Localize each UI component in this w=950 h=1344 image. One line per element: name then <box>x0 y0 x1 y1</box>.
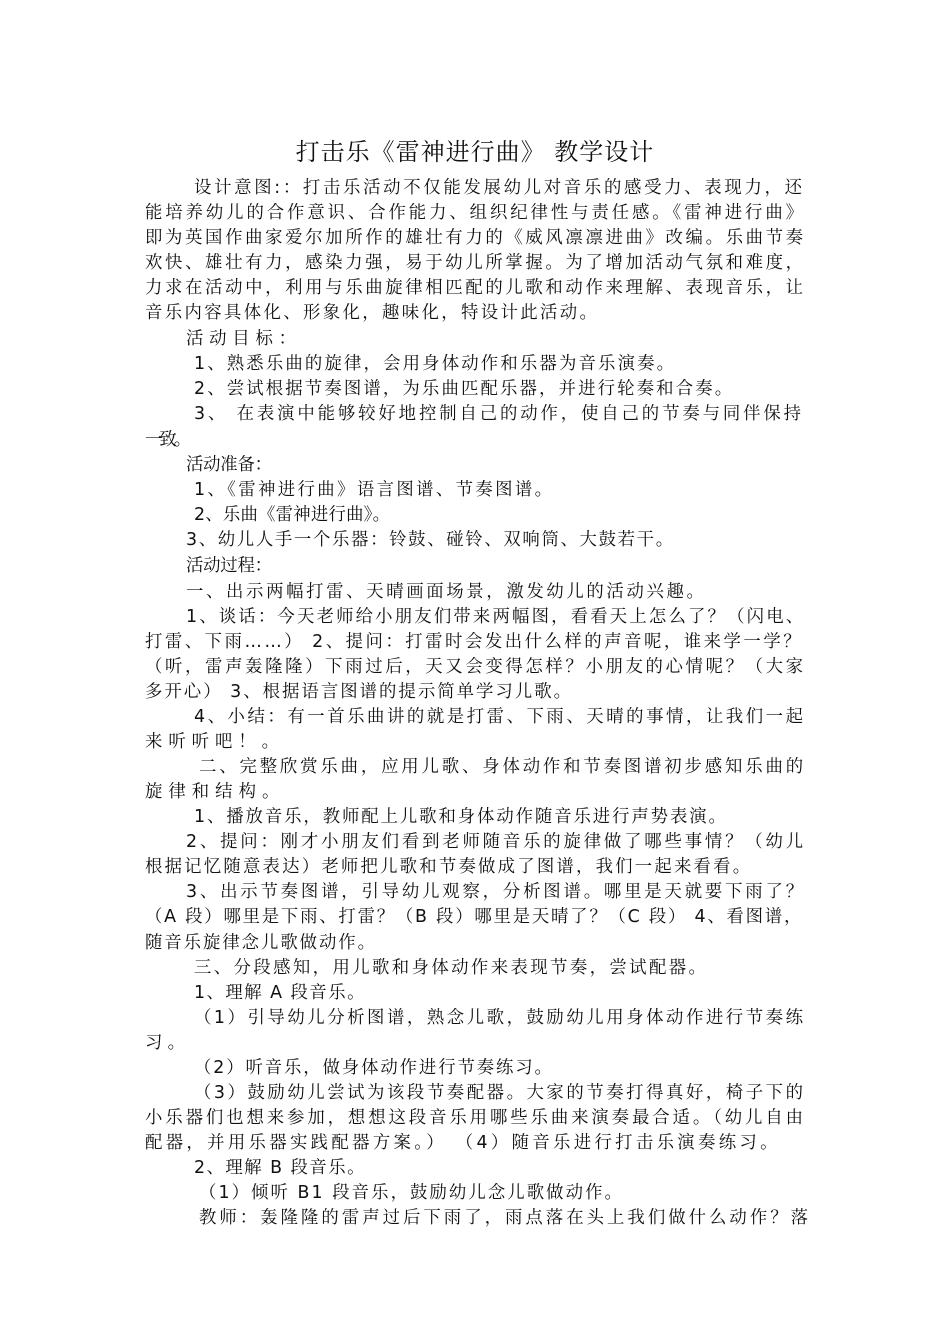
body-line: 音乐内容具体化、形象化，趣味化，特设计此活动。 <box>145 303 600 323</box>
body-line: 2、尝试根据节奏图谱，为乐曲匹配乐器，并进行轮奏和合奏。 <box>194 379 735 399</box>
body-line: 2、提问：刚才小朋友们看到老师随音乐的旋律做了哪些事情？（幼儿 <box>186 832 806 852</box>
body-line: 活动目标： <box>186 329 302 349</box>
body-line: 打雷、下雨……） 2、提问：打雷时会发出什么样的声音呢，谁来学一学？ <box>145 632 804 652</box>
document-title: 打击乐《雷神进行曲》 教学设计 <box>295 138 655 166</box>
body-line: （1）倾听 B1 段音乐，鼓励幼儿念儿歌做动作。 <box>199 1183 624 1203</box>
body-line: 一、出示两幅打雷、天晴画面场景，激发幼儿的活动兴趣。 <box>186 582 707 602</box>
body-line: 即为英国作曲家爱尔加所作的雄壮有力的《威风凛凛进曲》改编。乐曲节奏 <box>145 228 806 248</box>
body-line: 旋律和结构。 <box>145 782 286 802</box>
body-line: 根据记忆随意表达）老师把儿歌和节奏做成了图谱，我们一起来看看。 <box>145 857 753 877</box>
body-line: 力求在活动中，利用与乐曲旋律相匹配的儿歌和动作来理解、表现音乐，让 <box>145 278 806 298</box>
body-line: （A 段）哪里是下雨、打雷？（B 段）哪里是天晴了？（C 段） 4、看图谱， <box>145 907 804 927</box>
body-line: 来听听吧！。 <box>145 732 285 752</box>
body-line: （听，雷声轰隆隆）下雨过后，天又会变得怎样？小朋友的心情呢？（大家 <box>145 657 806 677</box>
body-line: 1、播放音乐，教师配上儿歌和身体动作随音乐进行声势表演。 <box>194 807 728 827</box>
body-line: 3、幼儿人手一个乐器：铃鼓、碰铃、双响筒、大鼓若干。 <box>186 530 675 550</box>
body-line: 习。 <box>145 1033 191 1053</box>
body-line: 4、小结：有一首乐曲讲的就是打雷、下雨、天晴的事情，让我们一起 <box>194 707 806 727</box>
body-line: 配器，并用乐器实践配器方案。） （4）随音乐进行打击乐演奏练习。 <box>145 1133 781 1153</box>
body-line: 多开心） 3、根据语言图谱的提示简单学习儿歌。 <box>145 682 574 702</box>
body-line: 2、乐曲《雷神进行曲》。 <box>194 505 391 525</box>
body-line: 3、出示节奏图谱，引导幼儿观察，分析图谱。哪里是天就要下雨了？ <box>186 882 806 902</box>
body-line: 1、理解 A 段音乐。 <box>194 983 367 1003</box>
body-line: 小乐器们也想来参加，想想这段音乐用哪些乐曲来演奏最合适。（幼儿自由 <box>145 1108 806 1128</box>
body-line: 2、理解 B 段音乐。 <box>194 1158 366 1178</box>
body-line: （3）鼓励幼儿尝试为该段节奏配器。大家的节奏打得真好，椅子下的 <box>194 1083 806 1103</box>
body-line: 活动准备： <box>186 455 272 475</box>
body-line: 一致。 <box>145 430 189 450</box>
body-line: 随音乐旋律念儿歌做动作。 <box>145 933 377 953</box>
body-line: 三、分段感知，用儿歌和身体动作来表现节奏，尝试配器。 <box>194 958 709 978</box>
body-line: 3、 在表演中能够较好地控制自己的动作，使自己的节奏与同伴保持 <box>194 404 804 424</box>
body-line: 设计意图:：打击乐活动不仅能发展幼儿对音乐的感受力、表现力，还 <box>194 178 805 198</box>
body-line: （1）引导幼儿分析图谱，熟念儿歌，鼓励幼儿用身体动作进行节奏练 <box>194 1008 806 1028</box>
body-line: 二、完整欣赏乐曲，应用儿歌、身体动作和节奏图谱初步感知乐曲的 <box>199 757 806 777</box>
body-line: （2）听音乐，做身体动作进行节奏练习。 <box>194 1058 554 1078</box>
body-line: 活动过程： <box>186 556 272 576</box>
body-line: 教师：轰隆隆的雷声过后下雨了，雨点落在头上我们做什么动作？落 <box>199 1208 812 1228</box>
body-line: 1、谈话：今天老师给小朋友们带来两幅图，看看天上怎么了？（闪电、 <box>186 607 806 627</box>
body-line: 能培养幼儿的合作意识、合作能力、组织纪律性与责任感。《雷神进行曲》 <box>145 203 806 223</box>
body-line: 1、熟悉乐曲的旋律，会用身体动作和乐器为音乐演奏。 <box>194 354 677 374</box>
body-line: 1、《雷神进行曲》语言图谱、节奏图谱。 <box>194 480 555 500</box>
body-line: 欢快、雄壮有力，感染力强，易于幼儿所掌握。为了增加活动气氛和难度， <box>145 253 806 273</box>
